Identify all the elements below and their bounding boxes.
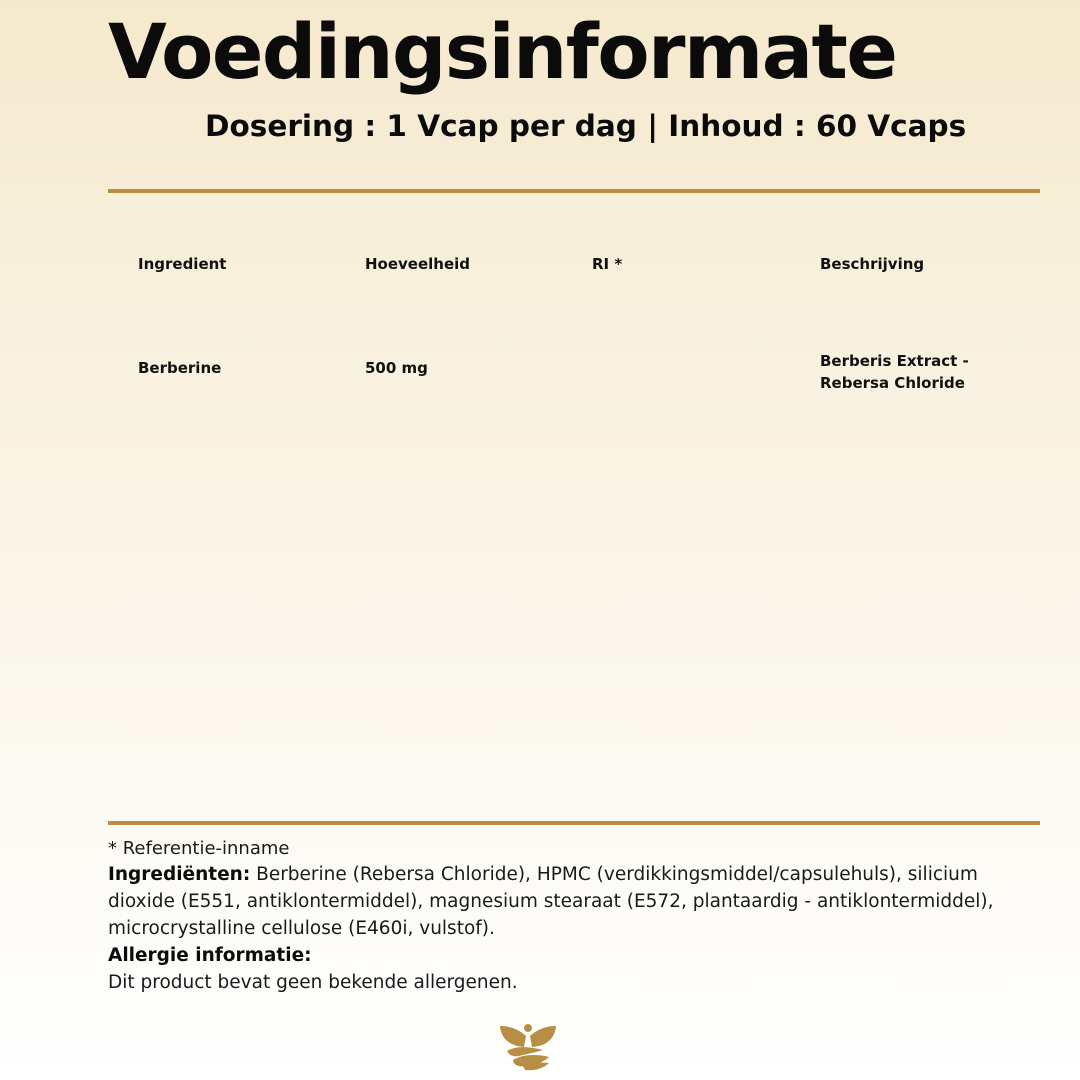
cell-ingredient: Berberine xyxy=(138,359,222,377)
ingredients-paragraph xyxy=(108,861,1043,942)
cell-description: Berberis Extract - Rebersa Chloride xyxy=(820,352,969,392)
bottom-divider xyxy=(108,821,1040,825)
column-header-ri: RI * xyxy=(592,255,623,273)
allergy-text: Dit product bevat geen bekende allergenen. xyxy=(108,972,518,993)
page-title: Voedingsinformate xyxy=(108,7,897,96)
column-header-ingredient: Ingredient xyxy=(138,255,227,273)
allergy-heading xyxy=(108,942,1043,969)
dosage-subtitle: Dosering : 1 Vcap per dag | Inhoud : 60 Vcaps xyxy=(205,109,967,143)
top-divider xyxy=(108,189,1040,193)
ingredients-text: Berberine (Rebersa Chloride), HPMC (verdikkingsmiddel/capsulehuls), silicium dioxide (E551, antiklontermiddel), magnesium stearaat (E572, plantaardig - antiklontermiddel), microcrystalline cellulose (E460i, vulstof). xyxy=(108,864,994,939)
allergy-label: Allergie informatie: xyxy=(108,945,312,966)
reference-intake-note: * Referentie-inname xyxy=(108,838,290,859)
column-header-amount: Hoeveelheid xyxy=(365,255,471,273)
column-header-description: Beschrijving xyxy=(820,255,925,273)
ingredients-label: Ingrediënten: xyxy=(108,864,251,885)
footer-info xyxy=(108,837,1043,996)
leaf-person-logo-icon xyxy=(497,1020,559,1072)
cell-amount: 500 mg xyxy=(365,359,428,377)
